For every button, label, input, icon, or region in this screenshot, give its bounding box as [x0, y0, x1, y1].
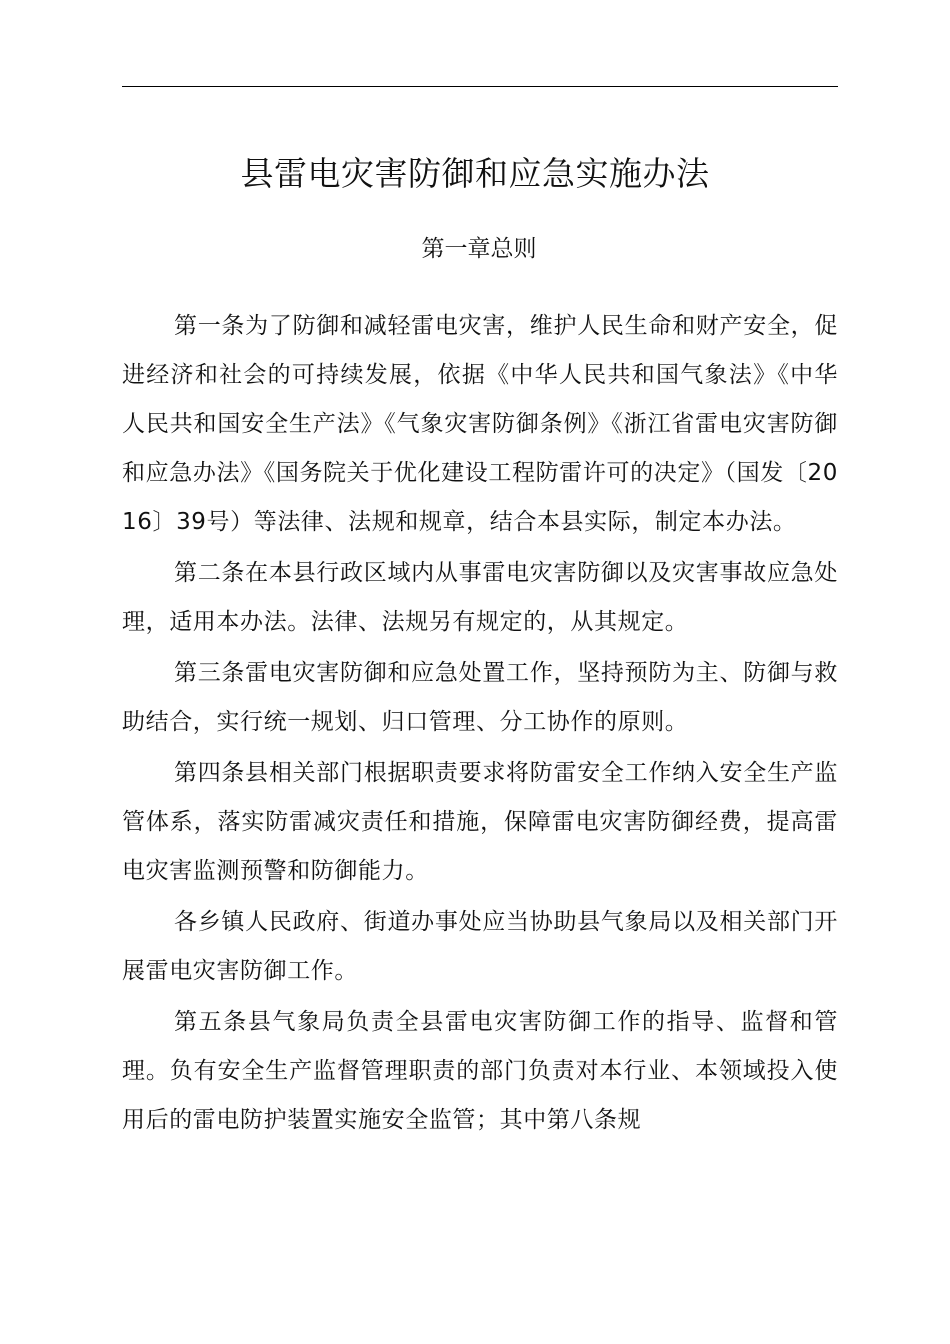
document-title: 县雷电灾害防御和应急实施办法 — [240, 154, 710, 193]
paragraph-article-1: 第一条为了防御和减轻雷电灾害，维护人民生命和财产安全，促进经济和社会的可持续发展，依据《中华人民共和国气象法》《中华人民共和国安全生产法》《气象灾害防御条例》《浙江省雷电灾害防御和应急办法》《国务院关于优化建设工程防雷许可的决定》（国发〔2016〕39号）等法律、法规和规章，结合本县实际，制定本办法。 — [122, 313, 838, 535]
paragraph-article-5: 第五条县气象局负责全县雷电灾害防御工作的指导、监督和管理。负有安全生产监督管理职责的部门负责对本行业、本领域投入使用后的雷电防护装置实施安全监管；其中第八条规 — [122, 1009, 838, 1133]
paragraph-article-4-clause-2: 各乡镇人民政府、街道办事处应当协助县气象局以及相关部门开展雷电灾害防御工作。 — [122, 909, 838, 984]
paragraph-article-2: 第二条在本县行政区域内从事雷电灾害防御以及灾害事故应急处理，适用本办法。法律、法规另有规定的，从其规定。 — [122, 560, 838, 635]
paragraph-article-4: 第四条县相关部门根据职责要求将防雷安全工作纳入安全生产监管体系，落实防雷减灾责任和措施，保障雷电灾害防御经费，提高雷电灾害监测预警和防御能力。 — [122, 760, 838, 884]
header-rule — [122, 86, 838, 87]
paragraph-article-3: 第三条雷电灾害防御和应急处置工作，坚持预防为主、防御与救助结合，实行统一规划、归口管理、分工协作的原则。 — [122, 660, 838, 735]
chapter-heading: 第一章总则 — [421, 236, 537, 262]
document-body — [122, 302, 838, 1147]
